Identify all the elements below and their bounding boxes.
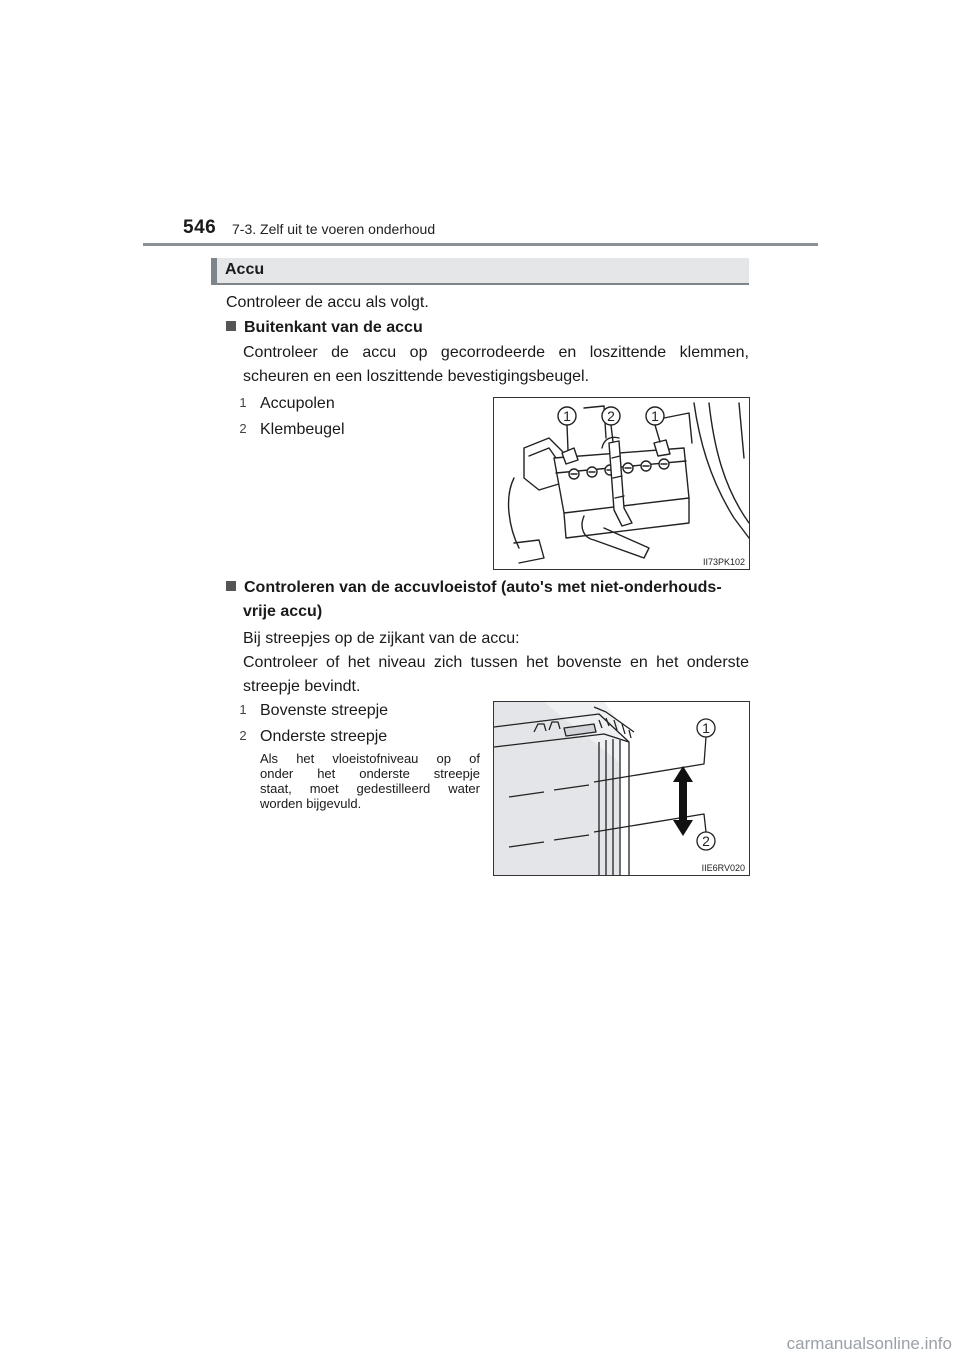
item-number-badge: 1 [239, 395, 247, 410]
bullet-square-icon [226, 321, 236, 331]
item-number-badge: 1 [239, 702, 247, 717]
fluid-level-illustration [494, 702, 749, 875]
section-path: 7-3. Zelf uit te voeren onderhoud [232, 221, 436, 237]
item-label: Accupolen [260, 395, 335, 412]
bullet-outside [226, 316, 423, 340]
bullet-outside-title: Buitenkant van de accu [244, 319, 423, 336]
header-rule [143, 243, 818, 246]
callout-upper-mark: 1 [702, 720, 710, 736]
bullet-fluid-title-cont: vrije accu) [243, 603, 323, 620]
figure-code: IIE6RV020 [701, 863, 745, 873]
callout-2: 2 [607, 408, 615, 424]
fluid-para-2-line-1: Controleer of het niveau zich tussen het bovenste en het onderste [243, 654, 749, 671]
bullet-fluid [226, 576, 722, 600]
outside-line-2: scheuren en een loszittende bevestigingsbeugel. [243, 368, 590, 385]
intro-text: Controleer de accu als volgt. [226, 294, 429, 311]
battery-terminals-illustration [494, 398, 749, 569]
battery-terminals-figure [493, 397, 750, 570]
section-heading-text: Accu [225, 261, 265, 278]
refill-note-line: worden bijgevuld. [260, 796, 362, 811]
callout-1-left: 1 [563, 408, 571, 424]
fluid-para-2-line-2: streepje bevindt. [243, 678, 361, 695]
bullet-square-icon [226, 581, 236, 591]
fluid-para-1: Bij streepjes op de zijkant van de accu: [243, 630, 520, 647]
section-heading [211, 258, 749, 285]
refill-note [260, 751, 480, 811]
heading-accent [211, 258, 217, 283]
refill-note-line: Als het vloeistofniveau op of [260, 751, 480, 766]
figure-code: II73PK102 [702, 557, 745, 567]
item-label: Bovenste streepje [260, 702, 389, 719]
outside-line-1: Controleer de accu op gecorrodeerde en loszittende klemmen, [243, 344, 749, 361]
page-number: 546 [183, 217, 217, 238]
item-number-badge: 2 [239, 421, 247, 436]
refill-note-line: staat, moet gedestilleerd water [260, 781, 480, 796]
callout-1-right: 1 [651, 408, 659, 424]
item-number-badge: 2 [239, 728, 247, 743]
item-label: Klembeugel [260, 421, 345, 438]
callout-lower-mark: 2 [702, 833, 710, 849]
item-label: Onderste streepje [260, 728, 388, 745]
watermark: carmanualsonline.info [786, 1334, 952, 1353]
fluid-level-figure [493, 701, 750, 876]
bullet-fluid-title: Controleren van de accuvloeistof (auto's met niet-onderhouds- [244, 579, 722, 596]
refill-note-line: onder het onderste streepje [260, 766, 480, 781]
